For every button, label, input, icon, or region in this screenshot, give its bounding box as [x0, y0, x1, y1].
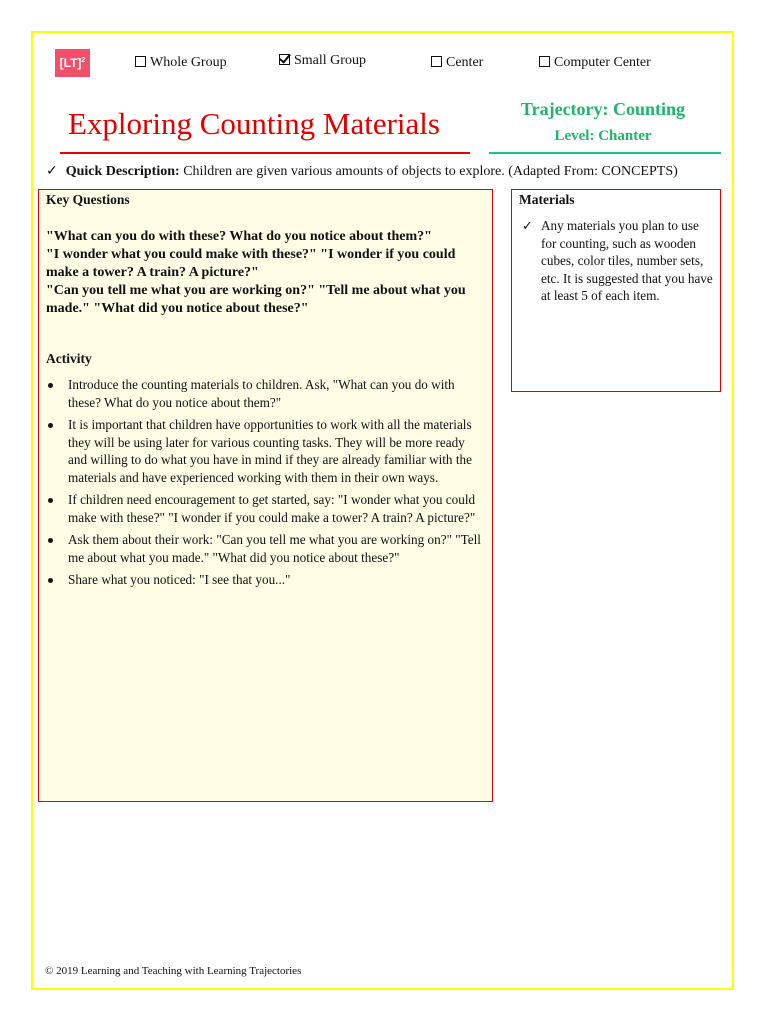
activity-item: If children need encouragement to get started, say: "I wonder what you could make with these?" "I wonder if you could make a tower? A train? A picture?": [46, 491, 485, 526]
materials-heading: Materials: [519, 192, 575, 207]
checkmark-icon: ✓: [522, 218, 534, 233]
option-label: Small Group: [294, 53, 366, 68]
key-questions-list: [46, 228, 485, 318]
quick-description: [46, 163, 678, 180]
small-group-option[interactable]: [279, 53, 366, 69]
option-label: Center: [446, 55, 484, 70]
checkbox-icon[interactable]: [539, 56, 550, 67]
quick-description-label: Quick Description:: [65, 164, 180, 179]
checkbox-icon[interactable]: [135, 56, 146, 67]
trajectory-label: Trajectory: Counting: [520, 99, 686, 119]
checked-checkbox-icon[interactable]: [279, 54, 290, 65]
checkmark-icon: ✓: [46, 164, 58, 179]
key-question: "I wonder what you could make with these?" "I wonder if you could make a tower? A train? A picture?": [46, 247, 456, 280]
copyright-footer: © 2019 Learning and Teaching with Learning Trajectories: [45, 965, 302, 977]
key-question: "What can you do with these? What do you notice about them?": [46, 229, 432, 244]
checkbox-icon[interactable]: [431, 56, 442, 67]
key-questions-heading: Key Questions: [46, 192, 130, 207]
page-title: Exploring Counting Materials: [68, 106, 440, 141]
option-label: Whole Group: [150, 55, 227, 70]
activity-item: Introduce the counting materials to children. Ask, "What can you do with these? What do you notice about them?": [46, 376, 485, 411]
activity-list: [46, 376, 485, 589]
materials-list: [519, 217, 713, 305]
whole-group-option[interactable]: [135, 55, 227, 71]
materials-item: [519, 217, 713, 305]
key-question: "Can you tell me what you are working on?" "Tell me about what you made." "What did you notice about these?": [46, 283, 466, 316]
option-label: Computer Center: [554, 55, 651, 70]
level-label: Level: Chanter: [554, 128, 652, 144]
center-option[interactable]: [431, 55, 483, 71]
lesson-box: [38, 189, 493, 802]
computer-center-option[interactable]: [539, 55, 651, 71]
quick-description-text: Children are given various amounts of objects to explore. (Adapted From: CONCEPTS): [183, 164, 678, 179]
title-underline: [60, 152, 470, 154]
materials-item-text: Any materials you plan to use for counting, such as wooden cubes, color tiles, number sets, etc. It is suggested that you have at least 5 of each item.: [541, 218, 713, 303]
activity-item: It is important that children have opportunities to work with all the materials they will be using later for various counting tasks. They will be more ready and willing to do what you have in mind if they are already familiar with the materials and have experienced working with them in their own ways.: [46, 416, 485, 486]
activity-heading: Activity: [46, 351, 92, 366]
activity-item: Ask them about their work: "Can you tell me what you are working on?" "Tell me about what you made." "What did you notice about these?": [46, 531, 485, 566]
materials-box: [511, 189, 721, 392]
lt2-logo: [LT]$^2$: [55, 49, 90, 77]
activity-item: Share what you noticed: "I see that you...": [46, 571, 485, 589]
trajectory-underline: [489, 152, 721, 154]
